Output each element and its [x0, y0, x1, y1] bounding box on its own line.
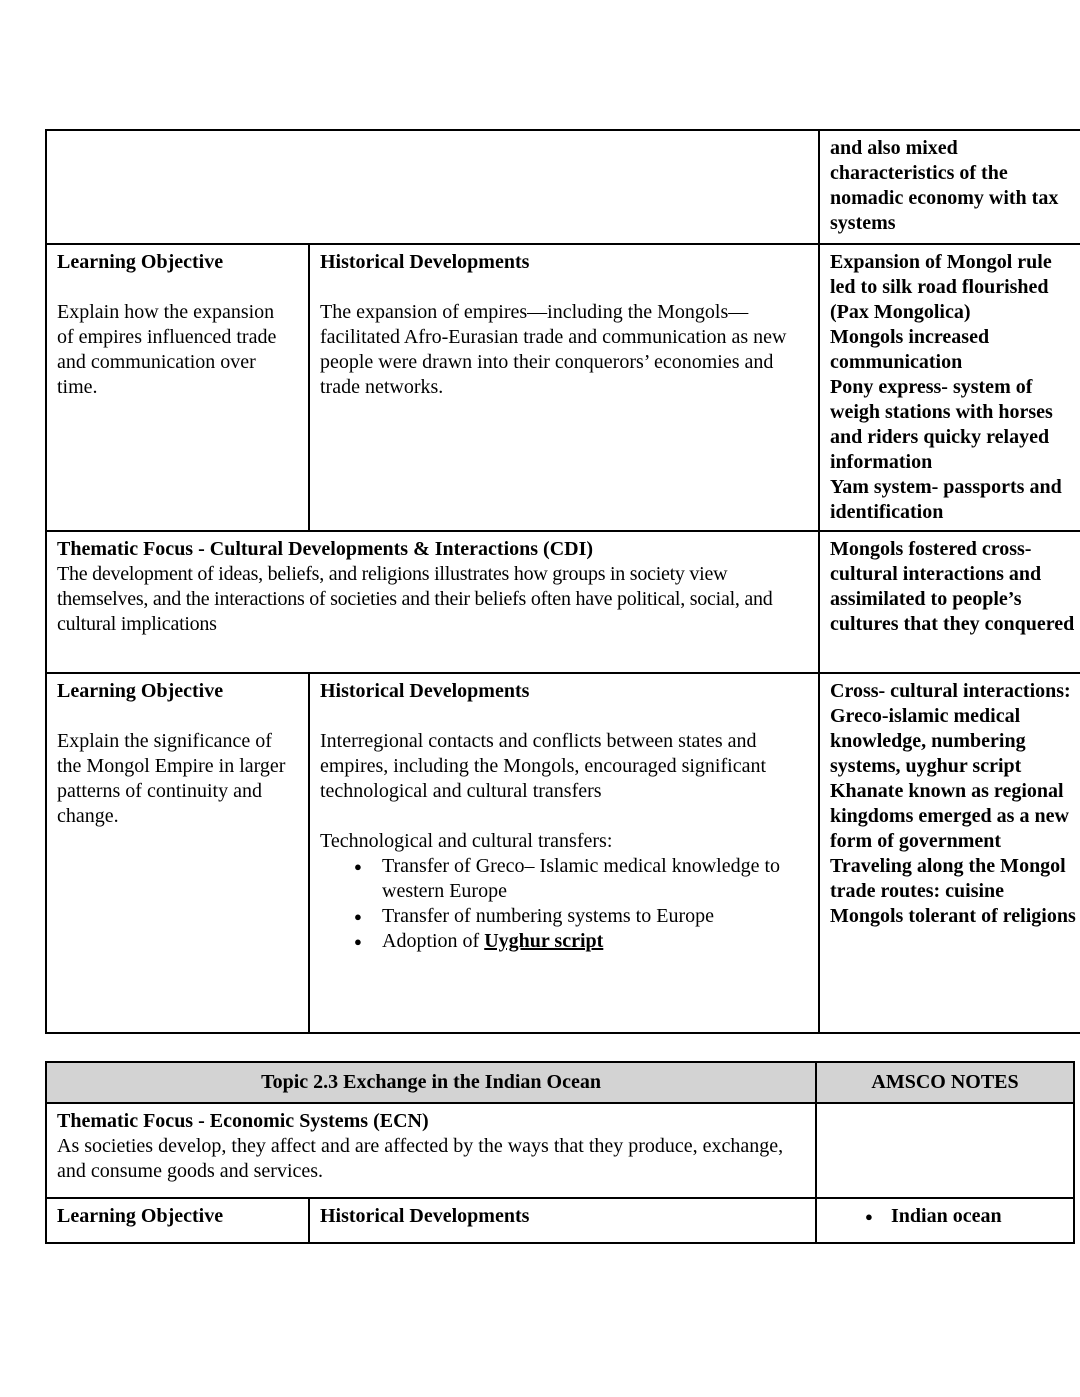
note-paragraph: Yam system- passports and identification [830, 476, 1062, 523]
thematic-focus-cdi-cell [46, 531, 819, 673]
list-item-prefix: Adoption of [382, 930, 485, 952]
note-paragraph: Expansion of Mongol rule led to silk road flourished (Pax Mongolica) [830, 251, 1052, 323]
thematic-focus-heading: Thematic Focus - Cultural Developments & Interactions (CDI) [57, 538, 594, 560]
notes-text: and also mixed characteristics of the nomadic economy with tax systems [830, 137, 1059, 234]
historical-developments-body: The expansion of empires—including the Mongols—facilitated Afro-Eurasian trade and communication as new people were drawn into their conquerors’ economies and trade networks. [320, 301, 787, 398]
notes-cell [819, 531, 1080, 673]
note-paragraph: Cross- cultural interactions: Greco-islamic medical knowledge, numbering systems, uyghur script [830, 680, 1071, 777]
table-header-row [46, 1062, 1074, 1103]
list-item [354, 904, 810, 929]
learning-objective-cell [46, 244, 309, 531]
mongol-expansion-table [45, 129, 1080, 1034]
note-paragraph: Mongols tolerant of religions [830, 905, 1076, 927]
notes-cell [819, 244, 1080, 531]
note-paragraph: Khanate known as regional kingdoms emerged as a new form of government [830, 780, 1069, 852]
list-item-text: Transfer of numbering systems to Europe [382, 905, 714, 927]
historical-developments-heading: Historical Developments [320, 251, 530, 273]
transfers-list [320, 854, 810, 954]
note-paragraph: Pony express- system of weigh stations with horses and riders quicky relayed information [830, 376, 1053, 473]
learning-objective-heading: Learning Objective [57, 251, 224, 273]
amsco-notes-empty-cell [816, 1103, 1074, 1198]
historical-developments-heading: Historical Developments [320, 680, 530, 702]
thematic-focus-body: As societies develop, they affect and are affected by the ways that they produce, exchange, and consume goods and services. [57, 1135, 784, 1182]
table-row [46, 244, 1080, 531]
continued-empty-cell [46, 130, 819, 244]
learning-objective-heading: Learning Objective [57, 680, 224, 702]
bullet-icon: ● [865, 1209, 873, 1224]
table-row [46, 1103, 1074, 1198]
historical-developments-body: Interregional contacts and conflicts between states and empires, including the Mongols, encouraged significant technological and cultural transfers [320, 730, 767, 802]
table-row [46, 531, 1080, 673]
historical-developments-cell [309, 1198, 816, 1243]
thematic-focus-ecn-cell [46, 1103, 816, 1198]
amsco-note-cell [816, 1198, 1074, 1243]
note-paragraph: Traveling along the Mongol trade routes: cuisine [830, 855, 1066, 902]
note-paragraph: Mongols increased communication [830, 326, 990, 373]
learning-objective-heading: Learning Objective [57, 1205, 224, 1227]
uyghur-script-underlined-text: Uyghur script [484, 930, 604, 952]
topic-2-3-table [45, 1061, 1075, 1244]
list-item-text: Transfer of Greco– Islamic medical knowledge to western Europe [382, 855, 781, 902]
historical-developments-cell [309, 673, 819, 1033]
topic-title-cell [46, 1062, 816, 1103]
notes-cell [819, 673, 1080, 1033]
bullet-icon: ● [354, 859, 362, 874]
learning-objective-cell [46, 1198, 309, 1243]
learning-objective-cell [46, 673, 309, 1033]
table-row [46, 130, 1080, 244]
transfers-list-intro: Technological and cultural transfers: [320, 830, 613, 852]
bullet-icon: ● [354, 909, 362, 924]
historical-developments-cell [309, 244, 819, 531]
learning-objective-body: Explain how the expansion of empires influenced trade and communication over time. [57, 301, 277, 398]
notes-continued-cell [819, 130, 1080, 244]
note-paragraph: Mongols fostered cross-cultural interactions and assimilated to people’s cultures that they conquered [830, 538, 1075, 635]
topic-title: Topic 2.3 Exchange in the Indian Ocean [261, 1071, 601, 1093]
amsco-notes-heading: AMSCO NOTES [871, 1071, 1019, 1093]
amsco-note-text: Indian ocean [891, 1205, 1002, 1227]
amsco-notes-header-cell [816, 1062, 1074, 1103]
thematic-focus-heading: Thematic Focus - Economic Systems (ECN) [57, 1110, 429, 1132]
list-item-text [382, 929, 810, 954]
historical-developments-heading: Historical Developments [320, 1205, 530, 1227]
list-item [354, 854, 810, 904]
table-row [46, 1198, 1074, 1243]
table-row [46, 673, 1080, 1033]
list-item [354, 929, 810, 954]
amsco-note-item [827, 1204, 1065, 1229]
thematic-focus-body: The development of ideas, beliefs, and religions illustrates how groups in society view themselves, and the interactions of societies and their beliefs often have political, social, and cultural implications [57, 563, 773, 635]
learning-objective-body: Explain the significance of the Mongol Empire in larger patterns of continuity and change. [57, 730, 286, 827]
bullet-icon: ● [354, 934, 362, 949]
